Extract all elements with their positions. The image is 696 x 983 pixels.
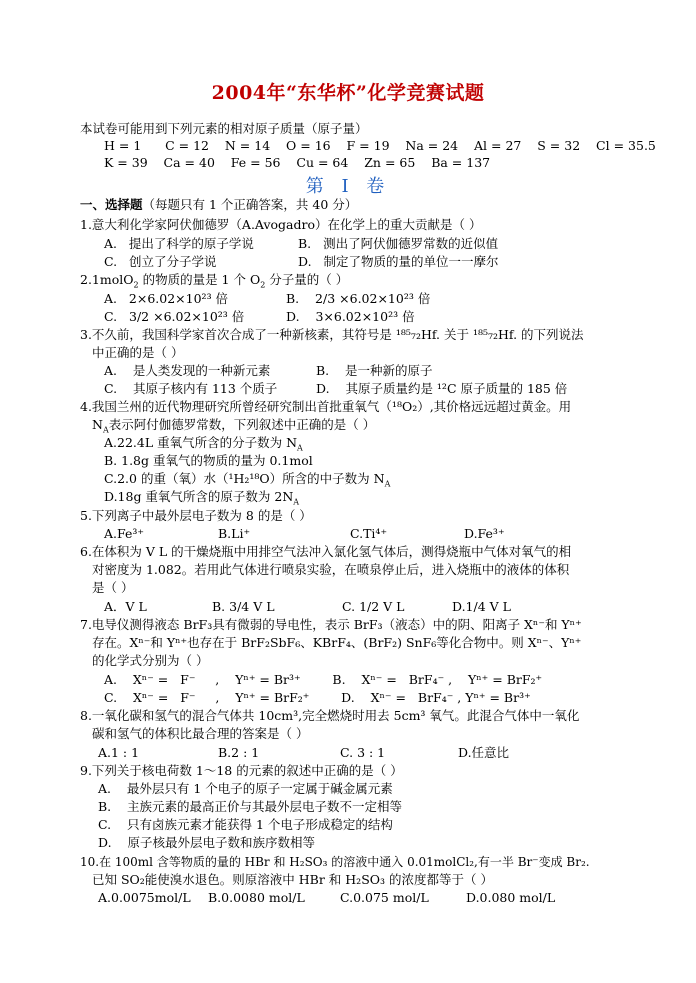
q4-stem-part: N — [92, 417, 103, 432]
q2-stem — [80, 272, 348, 288]
q7-stem: 7.电导仪测得液态 BrF₃具有微弱的导电性，表示 BrF₃（液态）中的阴、阳离子 Xⁿ⁻和 Yⁿ⁺ — [80, 617, 582, 632]
q7-stem-line3: 的化学式分别为（ ） — [92, 653, 209, 668]
q4-option-a-sub: A — [297, 443, 303, 453]
q2-stem-part: 的物质的量是 1 个 O — [138, 272, 261, 287]
q5-option-c: C.Ti⁴⁺ — [350, 526, 388, 541]
q8-stem-line2: 碳和氢气的体积比最合理的答案是（ ） — [92, 726, 309, 741]
q8-option-d: D.任意比 — [458, 745, 510, 760]
q6-stem: 6.在体积为 V L 的干燥烧瓶中用排空气法冲入氯化氢气体后，测得烧瓶中气体对氧气的相 — [80, 544, 572, 559]
q2-option-c: C. 3/2 ×6.02×10²³ 倍 — [104, 309, 245, 324]
q10-option-c: C.0.075 mol/L — [340, 890, 429, 905]
q2-stem-part: 分子量的（ ） — [265, 272, 349, 287]
q4-option-d — [104, 489, 299, 505]
q2-stem-part: 2.1molO — [80, 272, 134, 287]
q9-option-c: C. 只有卤族元素才能获得 1 个电子形成稳定的结构 — [98, 817, 393, 832]
q10-option-d: D.0.080 mol/L — [466, 890, 556, 905]
q4-option-d-sub: A — [293, 497, 300, 507]
q10-option-b: B.0.0080 mol/L — [208, 890, 305, 905]
q4-stem-part: 表示阿付伽德罗常数，下列叙述中正确的是（ ） — [108, 417, 376, 432]
atomic-masses-row1: H = 1 C = 12 N = 14 O = 16 F = 19 Na = 24 Al = 27 S = 32 Cl = 35.5 — [104, 138, 656, 153]
q10-stem: 10.在 100ml 含等物质的量的 HBr 和 H₂SO₃ 的溶液中通入 0.01molCl₂,有一半 Br⁻变成 Br₂. — [80, 855, 590, 869]
q3-stem: 3.不久前，我国科学家首次合成了一种新核素，其符号是 ¹⁸⁵₇₂Hf. 关于 ¹⁸⁵₇₂Hf. 的下列说法 — [80, 327, 584, 342]
q8-option-b: B.2 : 1 — [218, 745, 260, 760]
q9-stem: 9.下列关于核电荷数 1～18 的元素的叙述中正确的是（ ） — [80, 763, 403, 778]
q4-option-a-text: A.22.4L 重氧气所含的分子数为 N — [104, 435, 298, 450]
q4-stem: 4.我国兰州的近代物理研究所曾经研究制出首批重氧气（¹⁸O₂）,其价格远远超过黄金。用 — [80, 399, 572, 414]
q5-option-b: B.Li⁺ — [218, 526, 251, 541]
q2-option-d: D. 3×6.02×10²³ 倍 — [286, 309, 415, 324]
q1-option-b: B. 测出了阿伏伽德罗常数的近似值 — [298, 236, 499, 251]
q4-option-c-text: C.2.0 的重（氧）水（¹H₂¹⁸O）所含的中子数为 N — [104, 471, 385, 486]
q3-option-b: B. 是一种新的原子 — [316, 363, 433, 378]
q5-stem: 5.下列离子中最外层电子数为 8 的是（ ） — [80, 508, 312, 523]
q2-stem-sub: 2 — [133, 280, 139, 290]
q6-option-b: B. 3/4 V L — [212, 599, 275, 614]
q3-option-c: C. 其原子核内有 113 个质子 — [104, 381, 278, 396]
part1-note: （每题只有 1 个正确答案，共 40 分） — [142, 197, 358, 212]
q5-option-a: A.Fe³⁺ — [104, 526, 144, 541]
q5-option-d: D.Fe³⁺ — [464, 526, 505, 541]
q1-option-d: D. 制定了物质的量的单位一一摩尔 — [298, 254, 499, 269]
q4-stem-line2 — [92, 417, 375, 433]
q8-stem: 8.一氧化碳和氢气的混合气体共 10cm³,完全燃烧时用去 5cm³ 氧气。此混合气体中一氧化 — [80, 708, 580, 723]
q10-option-a: A.0.0075mol/L — [98, 890, 191, 905]
q9-option-d: D. 原子核最外层电子数和族序数相等 — [98, 835, 315, 850]
q1-option-a: A. 提出了科学的原子学说 — [104, 236, 254, 251]
q8-option-c: C. 3 : 1 — [340, 745, 386, 760]
q6-option-d: D.1/4 V L — [452, 599, 511, 614]
q10-stem-line2: 已知 SO₂能使溴水退色。则原溶液中 HBr 和 H₂SO₃ 的浓度都等于（ ） — [92, 872, 493, 887]
part1-heading: 一、选择题 — [80, 197, 143, 212]
q7-options-ab: A. Xⁿ⁻ = F⁻ , Yⁿ⁺ = Br³⁺ B. Xⁿ⁻ = BrF₄⁻ , Yⁿ⁺ = BrF₂⁺ — [104, 672, 543, 687]
q9-option-a: A. 最外层只有 1 个电子的原子一定属于碱金属元素 — [98, 781, 393, 796]
q4-option-c-sub: A — [384, 479, 391, 489]
q7-stem-line2: 存在。Xⁿ⁻和 Yⁿ⁺也存在于 BrF₂SbF₆、KBrF₄、(BrF₂) SnF₆等化合物中。则 Xⁿ⁻、Yⁿ⁺ — [92, 635, 582, 650]
q4-option-d-text: D.18g 重氧气所含的原子数为 2N — [104, 489, 294, 504]
q4-option-a — [104, 435, 303, 451]
part1-header — [80, 197, 357, 213]
q4-stem-sub: A — [102, 425, 109, 435]
q4-option-c — [104, 471, 390, 487]
q4-option-b: B. 1.8g 重氧气的物质的量为 0.1mol — [104, 453, 313, 468]
q2-stem-sub: 2 — [260, 280, 266, 290]
q2-option-a: A. 2×6.02×10²³ 倍 — [104, 291, 229, 306]
section-title: 第 I 卷 — [305, 176, 391, 197]
q6-option-a: A．V L — [104, 599, 147, 614]
q1-stem: 1.意大利化学家阿伏伽德罗（A.Avogadro）在化学上的重大贡献是（ ） — [80, 217, 482, 232]
q1-option-c: C. 创立了分子学说 — [104, 254, 217, 269]
exam-title: 2004年“东华杯”化学竞赛试题 — [211, 82, 485, 104]
q6-stem-line3: 是（ ） — [92, 580, 134, 595]
q7-options-cd: C. Xⁿ⁻ = F⁻ , Yⁿ⁺ = BrF₂⁺ D. Xⁿ⁻ = BrF₄⁻ , Yⁿ⁺ = Br³⁺ — [104, 690, 531, 705]
q3-option-a: A. 是人类发现的一种新元素 — [104, 363, 271, 378]
q6-option-c: C. 1/2 V L — [342, 599, 405, 614]
q2-option-b: B. 2/3 ×6.02×10²³ 倍 — [286, 291, 431, 306]
intro-text: 本试卷可能用到下列元素的相对原子质量（原子量） — [80, 121, 368, 136]
q8-option-a: A.1 : 1 — [98, 745, 140, 760]
q9-option-b: B. 主族元素的最高正价与其最外层电子数不一定相等 — [98, 799, 403, 814]
q3-stem-line2: 中正确的是（ ） — [92, 345, 184, 360]
q6-stem-line2: 对密度为 1.082。若用此气体进行喷泉实验，在喷泉停止后，进入烧瓶中的液体的体积 — [92, 562, 570, 577]
atomic-masses-row2: K = 39 Ca = 40 Fe = 56 Cu = 64 Zn = 65 Ba = 137 — [104, 155, 491, 170]
q3-option-d: D. 其原子质量约是 ¹²C 原子质量的 185 倍 — [316, 381, 568, 396]
